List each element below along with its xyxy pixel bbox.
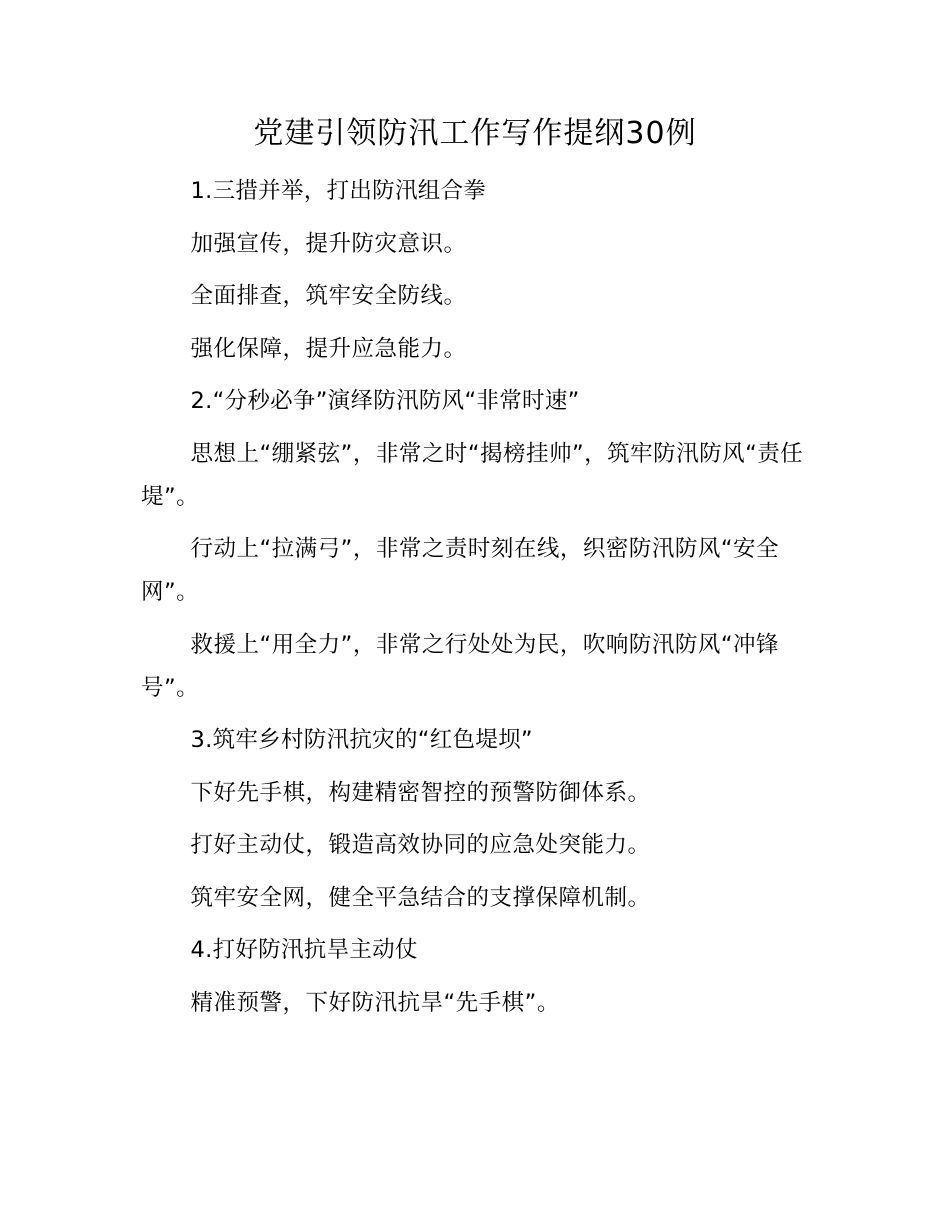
paragraph: 加强宣传，提升防灾意识。 — [190, 230, 467, 257]
document-body — [141, 170, 811, 1025]
section-heading-2: 2.“分秒必争”演绎防汛防风“非常时速” — [190, 388, 580, 414]
paragraph: 精准预警，下好防汛抗旱“先手棋”。 — [190, 989, 560, 1016]
paragraph: 全面排查，筑牢安全防线。 — [190, 283, 467, 309]
paragraph: 思想上“绷紧弦”，非常之时“揭榜挂帅”，筑牢防汛防风“责任堤”。 — [141, 440, 804, 510]
document-title: 党建引领防汛工作写作提纲30例 — [253, 116, 697, 151]
section-heading-1: 1.三措并举，打出防汛组合拳 — [190, 178, 487, 204]
paragraph: 救援上“用全力”，非常之行处处为民，吹响防汛防风“冲锋号”。 — [141, 631, 779, 701]
paragraph: 筑牢安全网，健全平急结合的支撑保障机制。 — [190, 884, 651, 911]
paragraph: 下好先手棋，构建精密智控的预警防御体系。 — [190, 779, 651, 806]
paragraph: 强化保障，提升应急能力。 — [190, 335, 467, 362]
paragraph: 打好主动仗，锻造高效协同的应急处突能力。 — [190, 832, 651, 858]
section-heading-4: 4.打好防汛抗旱主动仗 — [190, 937, 418, 963]
paragraph: 行动上“拉满弓”，非常之责时刻在线，织密防汛防风“安全网”。 — [141, 536, 779, 605]
section-heading-3: 3.筑牢乡村防汛抗灾的“红色堤坝” — [190, 727, 533, 753]
